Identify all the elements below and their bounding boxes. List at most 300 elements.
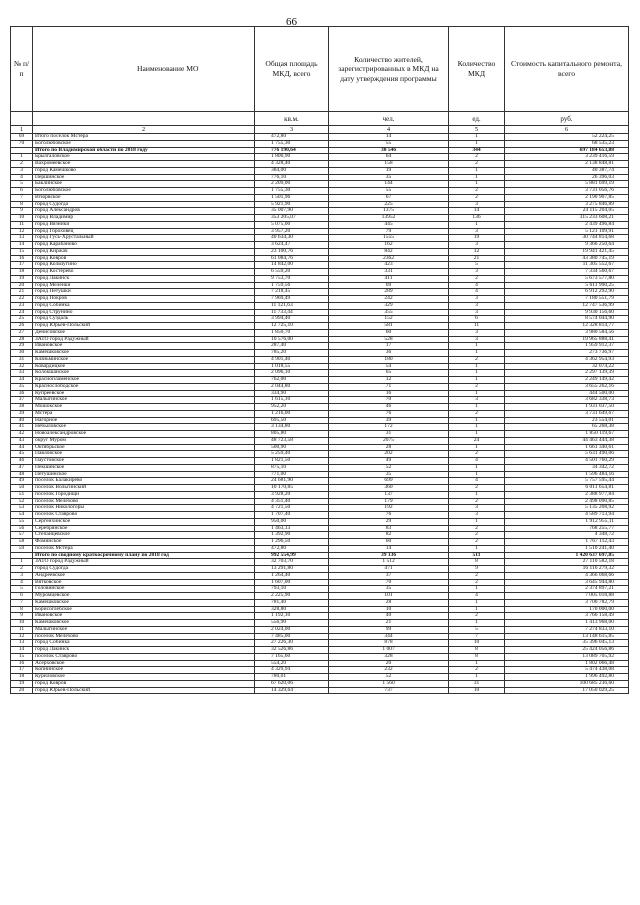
repair-cost: 1 959 912,37 (505, 343, 629, 350)
residents-count: 82 (329, 532, 449, 539)
municipality-name: округ Муром (33, 437, 255, 444)
table-row (11, 262, 629, 269)
buildings-count: 1 (449, 343, 505, 350)
municipality-name: Головинское (33, 586, 255, 593)
repair-cost: 68 535,23 (505, 140, 629, 147)
buildings-count: 3 (449, 505, 505, 512)
total-area: 10 576,00 (255, 336, 329, 343)
table-row (11, 174, 629, 181)
municipality-name: Мошокское (33, 404, 255, 411)
row-number: 4 (11, 579, 33, 586)
row-number: 17 (11, 262, 33, 269)
total-area: 7 485,00 (255, 633, 329, 640)
row-number: 39 (11, 410, 33, 417)
municipality-name: город Юрьев-Польский (33, 687, 255, 694)
residents-count: 878 (329, 640, 449, 647)
total-area: 11 121,63 (255, 302, 329, 309)
table-row (11, 208, 629, 215)
total-area: 776 190,64 (255, 147, 329, 154)
buildings-count: 3 (449, 336, 505, 343)
table-row (11, 620, 629, 627)
residents-count: 202 (329, 451, 449, 458)
total-area: 950,00 (255, 518, 329, 525)
table-row (11, 275, 629, 282)
residents-count: 79 (329, 228, 449, 235)
table-row (11, 194, 629, 201)
table-row (11, 512, 629, 519)
total-area: 1 018,55 (255, 363, 329, 370)
header-name: Наименование МО (33, 27, 255, 112)
total-area: 353 205,07 (255, 215, 329, 222)
table-row (11, 647, 629, 654)
repair-cost: 1 802 066,48 (505, 660, 629, 667)
table-row (11, 579, 629, 586)
table-row (11, 606, 629, 613)
buildings-count: 1 (449, 350, 505, 357)
repair-cost: 3 239 416,59 (505, 154, 629, 161)
repair-cost: 2 190 907,85 (505, 194, 629, 201)
row-number: 58 (11, 539, 33, 546)
row-number: 6 (11, 593, 33, 600)
residents-count: 1 512 (329, 559, 449, 566)
total-area: 3 957,20 (255, 228, 329, 235)
municipality-name: Итого по сводному краткосрочному плану по 2018 год (33, 552, 255, 559)
row-number: 8 (11, 201, 33, 208)
residents-count: 19 (329, 167, 449, 174)
table-row (11, 140, 629, 147)
residents-count: 52 (329, 674, 449, 681)
municipality-name: город Камешково (33, 167, 255, 174)
table-row (11, 586, 629, 593)
row-number: 23 (11, 302, 33, 309)
municipality-name: город Суздаль (33, 316, 255, 323)
residents-count: 581 (329, 323, 449, 330)
buildings-count: 4 (449, 478, 505, 485)
buildings-count: 2 (449, 194, 505, 201)
table-row (11, 269, 629, 276)
total-area: 48 723,58 (255, 437, 329, 444)
buildings-count: 1 (449, 491, 505, 498)
repair-cost: 1 510 241,40 (505, 545, 629, 552)
table-row (11, 255, 629, 262)
total-area: 2 044,80 (255, 383, 329, 390)
buildings-count: 11 (449, 323, 505, 330)
municipality-name: Баклинское (33, 181, 255, 188)
residents-count: 1375 (329, 208, 449, 215)
buildings-count: 1 (449, 363, 505, 370)
municipality-name: город Лакинск (33, 275, 255, 282)
municipality-name: город Струнино (33, 309, 255, 316)
residents-count: 21 (329, 620, 449, 627)
buildings-count: 8 (449, 559, 505, 566)
total-area: 7 218,45 (255, 289, 329, 296)
municipality-name: поселок Городищи (33, 491, 255, 498)
buildings-count: 4 (449, 282, 505, 289)
residents-count: 1555 (329, 235, 449, 242)
table-row (11, 377, 629, 384)
table-row (11, 653, 629, 660)
residents-count: 360 (329, 485, 449, 492)
residents-count: 28 (329, 599, 449, 606)
municipality-name: Борисоглебское (33, 606, 255, 613)
table-row (11, 390, 629, 397)
row-number: 18 (11, 674, 33, 681)
municipality-name: Асерховское (33, 660, 255, 667)
repair-program-table (10, 16, 629, 694)
municipality-name: Брызгаловское (33, 154, 255, 161)
repair-cost: 4 589 713,94 (505, 512, 629, 519)
residents-count: 52 (329, 464, 449, 471)
repair-cost: 3 682 338,73 (505, 397, 629, 404)
repair-cost: 3 731 056,76 (505, 188, 629, 195)
buildings-count: 1 (449, 545, 505, 552)
table-row (11, 329, 629, 336)
repair-cost: 5 611 990,25 (505, 282, 629, 289)
buildings-count: 2 (449, 613, 505, 620)
table-row (11, 667, 629, 674)
total-area: 1 707,40 (255, 512, 329, 519)
residents-count: 39 (329, 417, 449, 424)
table-row (11, 309, 629, 316)
row-number: 57 (11, 532, 33, 539)
repair-cost: 3 645 944,80 (505, 579, 629, 586)
buildings-count: 1 (449, 370, 505, 377)
total-area: 793,10 (255, 586, 329, 593)
table-row (11, 687, 629, 694)
row-number: 34 (11, 377, 33, 384)
total-area: 556,90 (255, 620, 329, 627)
repair-cost: 9 930 156,60 (505, 309, 629, 316)
municipality-name: город Гороховец (33, 228, 255, 235)
row-number: 18 (11, 269, 33, 276)
row-number: 17 (11, 667, 33, 674)
table-row (11, 613, 629, 620)
buildings-count: 2 (449, 188, 505, 195)
municipality-name: город Петушки (33, 289, 255, 296)
repair-cost: 2 388 977,84 (505, 491, 629, 498)
residents-count: 225 (329, 201, 449, 208)
total-area: 1 216,00 (255, 410, 329, 417)
table-row (11, 316, 629, 323)
row-number: 51 (11, 491, 33, 498)
row-number: 6 (11, 188, 33, 195)
residents-count: 70 (329, 579, 449, 586)
row-number: 25 (11, 316, 33, 323)
total-area: 32 526,86 (255, 647, 329, 654)
row-number: 33 (11, 370, 33, 377)
municipality-name: Купреевское (33, 390, 255, 397)
municipality-name: Мстёра (33, 410, 255, 417)
row-number: 30 (11, 350, 33, 357)
buildings-count: 3 (449, 242, 505, 249)
buildings-count: 4 (449, 593, 505, 600)
total-area: 6 559,20 (255, 269, 329, 276)
buildings-count: 1 (449, 404, 505, 411)
residents-count: 158 (329, 161, 449, 168)
buildings-count: 2 (449, 579, 505, 586)
total-area: 14 329,64 (255, 687, 329, 694)
total-area: 4 901,40 (255, 356, 329, 363)
total-area: 1 192,10 (255, 613, 329, 620)
total-area: 2 225,90 (255, 593, 329, 600)
municipality-name: город Костерево (33, 269, 255, 276)
table-row (11, 478, 629, 485)
residents-count: 67 (329, 194, 449, 201)
row-number: 49 (11, 478, 33, 485)
buildings-count: 1 (449, 167, 505, 174)
residents-count: 699 (329, 478, 449, 485)
buildings-count: 344 (449, 147, 505, 154)
row-number: 7 (11, 599, 33, 606)
residents-count: 10 (329, 606, 449, 613)
municipality-name: Степанцевское (33, 532, 255, 539)
buildings-count: 1 (449, 586, 505, 593)
residents-count: 101 (329, 593, 449, 600)
buildings-count: 2 (449, 383, 505, 390)
row-number: 54 (11, 512, 33, 519)
municipality-name: город Карабаново (33, 242, 255, 249)
residents-count: 37 (329, 572, 449, 579)
repair-cost: 5 135 208,92 (505, 505, 629, 512)
repair-cost: 4 348,72 (505, 532, 629, 539)
buildings-count: 3 (449, 228, 505, 235)
total-area: 35 007,90 (255, 208, 329, 215)
table-row (11, 370, 629, 377)
table-row (11, 323, 629, 330)
buildings-count: 1 (449, 221, 505, 228)
residents-count: 2362 (329, 255, 449, 262)
table-row (11, 188, 629, 195)
residents-count: 20 (329, 660, 449, 667)
residents-count: 71 (329, 383, 449, 390)
table-row (11, 356, 629, 363)
repair-cost: 9 366 250,64 (505, 242, 629, 249)
table-row (11, 599, 629, 606)
repair-cost: 27 110 582,18 (505, 559, 629, 566)
municipality-name: поселок Мстёра (33, 545, 255, 552)
total-area: 4 329,94 (255, 667, 329, 674)
buildings-count: 3 (449, 296, 505, 303)
buildings-count: 1 (449, 431, 505, 438)
residents-count: 54 (329, 363, 449, 370)
residents-count: 289 (329, 289, 449, 296)
repair-cost: 65 268,38 (505, 424, 629, 431)
total-area: 3 134,80 (255, 424, 329, 431)
table-row (11, 383, 629, 390)
table-row (11, 154, 629, 161)
row-number: 40 (11, 417, 33, 424)
row-number: 19 (11, 680, 33, 687)
table-row (11, 491, 629, 498)
col-number: 5 (449, 126, 505, 134)
repair-cost: 444 500,00 (505, 390, 629, 397)
residents-count: 232 (329, 667, 449, 674)
buildings-count: 14 (449, 208, 505, 215)
municipality-name: поселок Никологоры (33, 505, 255, 512)
table-row (11, 572, 629, 579)
repair-cost: 13 089 705,92 (505, 653, 629, 660)
municipality-name: Вахромеевское (33, 161, 255, 168)
residents-count: 14 (329, 545, 449, 552)
residents-count: 180 (329, 356, 449, 363)
buildings-count: 10 (449, 640, 505, 647)
municipality-name: город Лакинск (33, 647, 255, 654)
total-area: 695,50 (255, 417, 329, 424)
buildings-count: 2 (449, 485, 505, 492)
row-number: 10 (11, 620, 33, 627)
buildings-count: 1 (449, 417, 505, 424)
row-number: 59 (11, 545, 33, 552)
repair-cost: 7 334 560,67 (505, 269, 629, 276)
buildings-count: 8 (449, 653, 505, 660)
repair-cost: 5 673 577,80 (505, 275, 629, 282)
residents-count: 528 (329, 336, 449, 343)
table-row (11, 640, 629, 647)
residents-count: 35 (329, 471, 449, 478)
row-number: 42 (11, 431, 33, 438)
repair-cost: 1 420 637 697,85 (505, 552, 629, 559)
table-row (11, 437, 629, 444)
repair-cost: 1 850 119,67 (505, 431, 629, 438)
row-number: 41 (11, 424, 33, 431)
row-number: 1 (11, 559, 33, 566)
total-area: 3 624,47 (255, 242, 329, 249)
residents-count: 76 (329, 410, 449, 417)
row-number: 55 (11, 518, 33, 525)
repair-cost: 1 596 484,16 (505, 471, 629, 478)
repair-cost: 7 005 018,88 (505, 593, 629, 600)
buildings-count: 1 (449, 606, 505, 613)
row-number: 1 (11, 154, 33, 161)
table-header-row (11, 27, 629, 112)
col-number: 3 (255, 126, 329, 134)
row-number: 13 (11, 235, 33, 242)
repair-cost: 16 116 279,32 (505, 566, 629, 573)
repair-cost: 4 501 760,29 (505, 458, 629, 465)
buildings-count: 6 (449, 316, 505, 323)
row-number: 5 (11, 586, 33, 593)
repair-cost: 1 767 112,43 (505, 539, 629, 546)
municipality-name: город Собинка (33, 640, 255, 647)
repair-cost: 2 439 496,84 (505, 221, 629, 228)
total-area: 5 921,90 (255, 201, 329, 208)
buildings-count: 1 (449, 424, 505, 431)
table-row (11, 235, 629, 242)
buildings-count: 21 (449, 255, 505, 262)
total-area: 14 842,00 (255, 262, 329, 269)
repair-cost: 3 980 584,56 (505, 329, 629, 336)
municipality-name: Краснослободское (33, 383, 255, 390)
total-area: 24 681,90 (255, 478, 329, 485)
total-area: 10 170,85 (255, 485, 329, 492)
total-area: 3 994,40 (255, 316, 329, 323)
table-row (11, 289, 629, 296)
residents-count: 172 (329, 424, 449, 431)
row-number: 29 (11, 343, 33, 350)
row-number: 19 (11, 275, 33, 282)
row-number: 43 (11, 437, 33, 444)
buildings-count: 1 (449, 518, 505, 525)
repair-cost: 697 184 653,88 (505, 147, 629, 154)
repair-cost: 25 424 056,86 (505, 647, 629, 654)
residents-count: 40 (329, 613, 449, 620)
unit-area: кв.м. (255, 112, 329, 126)
residents-count: 842 (329, 248, 449, 255)
municipality-name: город Судогда (33, 566, 255, 573)
total-area: 776,10 (255, 174, 329, 181)
header-num: № п/п (11, 27, 33, 112)
municipality-name: Сергеихинское (33, 518, 255, 525)
row-number: 3 (11, 167, 33, 174)
total-area: 554,20 (255, 660, 329, 667)
buildings-count: 1 (449, 134, 505, 141)
row-number: 15 (11, 248, 33, 255)
table-row (11, 545, 629, 552)
total-area: 9 753,70 (255, 275, 329, 282)
row-number: 14 (11, 242, 33, 249)
table-row (11, 161, 629, 168)
repair-cost: 12 328 814,77 (505, 323, 629, 330)
page-number: 66 (286, 16, 297, 28)
row-number: 46 (11, 458, 33, 465)
municipality-name: поселок Ставрово (33, 512, 255, 519)
residents-count: 1 007 (329, 647, 449, 654)
residents-count: 55 (329, 140, 449, 147)
total-area: 4 351,40 (255, 498, 329, 505)
total-area: 2 096,10 (255, 370, 329, 377)
repair-cost: 2 249 149,42 (505, 377, 629, 384)
table-row (11, 660, 629, 667)
total-area: 23 100,76 (255, 248, 329, 255)
residents-count: 64 (329, 154, 449, 161)
total-area: 785,20 (255, 350, 329, 357)
repair-cost: 40 387,74 (505, 167, 629, 174)
residents-count: 76 (329, 512, 449, 519)
residents-count: 16 (329, 390, 449, 397)
table-row (11, 363, 629, 370)
table-row (11, 566, 629, 573)
total-row (11, 147, 629, 154)
total-area: 472,80 (255, 134, 329, 141)
header-count: Количество МКД (449, 27, 505, 112)
residents-count: 162 (329, 242, 449, 249)
repair-cost: 1 912 955,11 (505, 518, 629, 525)
table-row (11, 525, 629, 532)
buildings-count: 511 (449, 552, 505, 559)
total-area: 7 969,49 (255, 296, 329, 303)
municipality-name: Колокшанское (33, 370, 255, 377)
municipality-name: город Юрьев-Польский (33, 323, 255, 330)
total-area: 992 554,99 (255, 552, 329, 559)
row-number: 9 (11, 613, 33, 620)
row-number: 7 (11, 194, 33, 201)
total-area: 1 463,13 (255, 525, 329, 532)
unit-cost: руб. (505, 112, 629, 126)
buildings-count: 2 (449, 539, 505, 546)
buildings-count: 1 (449, 464, 505, 471)
buildings-count: 3 (449, 269, 505, 276)
municipality-name: город Гусь-Хрустальный (33, 235, 255, 242)
buildings-count: 1 (449, 444, 505, 451)
document-page (10, 16, 628, 694)
total-area: 781,40 (255, 599, 329, 606)
row-number: 14 (11, 647, 33, 654)
repair-cost: 7 180 551,79 (505, 296, 629, 303)
row-number: 16 (11, 660, 33, 667)
residents-count: 737 (329, 687, 449, 694)
total-area: 1 264,40 (255, 572, 329, 579)
row-number: 28 (11, 336, 33, 343)
